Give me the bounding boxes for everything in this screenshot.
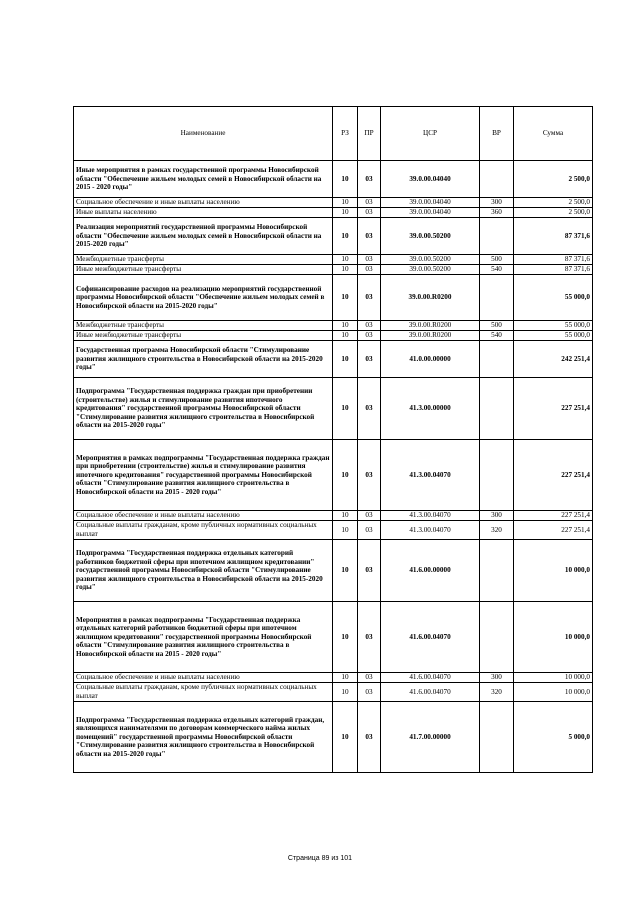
cell-vr: 540 <box>480 331 514 341</box>
cell-vr: 320 <box>480 521 514 540</box>
cell-pr: 03 <box>358 321 381 331</box>
cell-csr: 39.0.00.04040 <box>381 161 480 198</box>
cell-vr: 300 <box>480 198 514 208</box>
header-rz: РЗ <box>333 107 358 161</box>
cell-sum: 5 000,0 <box>514 702 593 773</box>
cell-rz: 10 <box>333 265 358 275</box>
cell-vr: 320 <box>480 683 514 702</box>
table-row <box>74 208 593 218</box>
cell-sum: 87 371,6 <box>514 255 593 265</box>
cell-pr: 03 <box>358 702 381 773</box>
cell-name: Социальное обеспечение и иные выплаты населению <box>74 511 333 521</box>
table-body <box>74 161 593 773</box>
cell-vr: 300 <box>480 673 514 683</box>
cell-sum: 2 500,0 <box>514 208 593 218</box>
cell-rz: 10 <box>333 275 358 321</box>
cell-pr: 03 <box>358 440 381 511</box>
cell-vr: 360 <box>480 208 514 218</box>
cell-rz: 10 <box>333 161 358 198</box>
cell-name: Реализация мероприятий государственной программы Новосибирской области "Обеспечение жильем молодых семей в Новосибирской области на 2015-2020 годы" <box>74 218 333 255</box>
cell-pr: 03 <box>358 683 381 702</box>
table-row <box>74 511 593 521</box>
cell-sum: 87 371,6 <box>514 218 593 255</box>
cell-pr: 03 <box>358 255 381 265</box>
cell-vr <box>480 218 514 255</box>
cell-rz: 10 <box>333 198 358 208</box>
cell-name: Иные межбюджетные трансферты <box>74 331 333 341</box>
cell-name: Социальные выплаты гражданам, кроме публичных нормативных социальных выплат <box>74 521 333 540</box>
cell-vr: 300 <box>480 511 514 521</box>
cell-vr: 500 <box>480 321 514 331</box>
cell-pr: 03 <box>358 265 381 275</box>
cell-pr: 03 <box>358 275 381 321</box>
cell-pr: 03 <box>358 511 381 521</box>
cell-csr: 39.0.00.50200 <box>381 218 480 255</box>
budget-table <box>73 106 593 773</box>
cell-csr: 41.6.00.00000 <box>381 540 480 602</box>
cell-rz: 10 <box>333 683 358 702</box>
cell-rz: 10 <box>333 602 358 673</box>
cell-csr: 41.3.00.04070 <box>381 440 480 511</box>
cell-csr: 39.0.00.R0200 <box>381 275 480 321</box>
cell-csr: 39.0.00.R0200 <box>381 331 480 341</box>
cell-sum: 2 500,0 <box>514 198 593 208</box>
cell-name: Межбюджетные трансферты <box>74 321 333 331</box>
cell-pr: 03 <box>358 540 381 602</box>
header-row <box>74 107 593 161</box>
cell-vr <box>480 378 514 440</box>
table-row <box>74 683 593 702</box>
table-row <box>74 440 593 511</box>
cell-rz: 10 <box>333 321 358 331</box>
cell-name: Иные мероприятия в рамках государственной программы Новосибирской области "Обеспечение жильем молодых семей в Новосибирской области на 2015 - 2020 годы" <box>74 161 333 198</box>
cell-name: Иные межбюджетные трансферты <box>74 265 333 275</box>
cell-rz: 10 <box>333 378 358 440</box>
cell-sum: 10 000,0 <box>514 683 593 702</box>
cell-rz: 10 <box>333 521 358 540</box>
table-row <box>74 540 593 602</box>
cell-name: Иные выплаты населению <box>74 208 333 218</box>
cell-name: Социальное обеспечение и иные выплаты населению <box>74 673 333 683</box>
cell-sum: 55 000,0 <box>514 331 593 341</box>
cell-csr: 41.3.00.04070 <box>381 511 480 521</box>
cell-rz: 10 <box>333 673 358 683</box>
cell-sum: 227 251,4 <box>514 378 593 440</box>
cell-pr: 03 <box>358 161 381 198</box>
cell-pr: 03 <box>358 331 381 341</box>
cell-sum: 227 251,4 <box>514 521 593 540</box>
cell-sum: 10 000,0 <box>514 673 593 683</box>
cell-csr: 41.6.00.04070 <box>381 673 480 683</box>
cell-rz: 10 <box>333 440 358 511</box>
cell-rz: 10 <box>333 540 358 602</box>
cell-csr: 41.3.00.04070 <box>381 521 480 540</box>
cell-csr: 39.0.00.04040 <box>381 208 480 218</box>
header-name: Наименование <box>74 107 333 161</box>
cell-name: Межбюджетные трансферты <box>74 255 333 265</box>
cell-name: Государственная программа Новосибирской области "Стимулирование развития жилищного строительства в Новосибирской области на 2015-2020 годы" <box>74 341 333 378</box>
cell-name: Социальные выплаты гражданам, кроме публичных нормативных социальных выплат <box>74 683 333 702</box>
cell-vr <box>480 702 514 773</box>
cell-vr <box>480 602 514 673</box>
cell-name: Социальное обеспечение и иные выплаты населению <box>74 198 333 208</box>
table-row <box>74 255 593 265</box>
cell-name: Мероприятия в рамках подпрограммы "Государственная поддержка отдельных категорий работников бюджетной сферы при ипотечном жилищном кредитовании" государственной программы Новосибирской области "Стимулирование развития жилищного строительства в Новосибирской области на 2015 - 2020 годы" <box>74 602 333 673</box>
cell-rz: 10 <box>333 702 358 773</box>
cell-sum: 10 000,0 <box>514 540 593 602</box>
table-row <box>74 218 593 255</box>
table-row <box>74 275 593 321</box>
cell-csr: 41.3.00.00000 <box>381 378 480 440</box>
cell-pr: 03 <box>358 521 381 540</box>
cell-vr <box>480 440 514 511</box>
cell-csr: 41.6.00.04070 <box>381 602 480 673</box>
cell-csr: 41.6.00.04070 <box>381 683 480 702</box>
page-number: Страница 89 из 101 <box>287 855 353 862</box>
cell-sum: 87 371,6 <box>514 265 593 275</box>
cell-pr: 03 <box>358 198 381 208</box>
cell-rz: 10 <box>333 331 358 341</box>
cell-csr: 39.0.00.R0200 <box>381 321 480 331</box>
cell-vr: 540 <box>480 265 514 275</box>
cell-rz: 10 <box>333 255 358 265</box>
table-row <box>74 198 593 208</box>
cell-rz: 10 <box>333 511 358 521</box>
cell-vr <box>480 161 514 198</box>
table-row <box>74 321 593 331</box>
header-sum: Сумма <box>514 107 593 161</box>
table-row <box>74 602 593 673</box>
cell-sum: 2 500,0 <box>514 161 593 198</box>
cell-vr: 500 <box>480 255 514 265</box>
cell-pr: 03 <box>358 378 381 440</box>
cell-pr: 03 <box>358 341 381 378</box>
cell-csr: 39.0.00.50200 <box>381 255 480 265</box>
cell-name: Подпрограмма "Государственная поддержка граждан при приобретении (строительстве) жилья и стимулирование развития ипотечного кредитования" государственной программы Новосибирской области "Стимулирование развития жилищного строительства в Новосибирской области на 2015-2020 годы" <box>74 378 333 440</box>
header-csr: ЦСР <box>381 107 480 161</box>
table-row <box>74 161 593 198</box>
cell-csr: 39.0.00.04040 <box>381 198 480 208</box>
header-pr: ПР <box>358 107 381 161</box>
cell-sum: 55 000,0 <box>514 275 593 321</box>
cell-name: Софинансирование расходов на реализацию мероприятий государственной программы Новосибирской области "Обеспечение жильем молодых семей в Новосибирской области на 2015-2020 годы" <box>74 275 333 321</box>
cell-pr: 03 <box>358 602 381 673</box>
cell-sum: 227 251,4 <box>514 511 593 521</box>
table-row <box>74 673 593 683</box>
cell-vr <box>480 341 514 378</box>
cell-sum: 55 000,0 <box>514 321 593 331</box>
cell-vr <box>480 540 514 602</box>
table-row <box>74 331 593 341</box>
table-row <box>74 265 593 275</box>
cell-pr: 03 <box>358 673 381 683</box>
cell-rz: 10 <box>333 218 358 255</box>
header-vr: ВР <box>480 107 514 161</box>
cell-name: Мероприятия в рамках подпрограммы "Государственная поддержка граждан при приобретении (строительстве) жилья и стимулирование развития ипотечного кредитования" государственной программы Новосибирской области "Стимулирование развития жилищного строительства в Новосибирской области на 2015 - 2020 годы" <box>74 440 333 511</box>
cell-rz: 10 <box>333 208 358 218</box>
table-row <box>74 521 593 540</box>
cell-sum: 242 251,4 <box>514 341 593 378</box>
cell-sum: 227 251,4 <box>514 440 593 511</box>
cell-csr: 39.0.00.50200 <box>381 265 480 275</box>
cell-pr: 03 <box>358 218 381 255</box>
cell-rz: 10 <box>333 341 358 378</box>
table-row <box>74 378 593 440</box>
cell-name: Подпрограмма "Государственная поддержка отдельных категорий граждан, являющихся нанимателями по договорам коммерческого найма жилых помещений" государственной программы Новосибирской области "Стимулирование развития жилищного строительства в Новосибирской области на 2015-2020 годы" <box>74 702 333 773</box>
cell-csr: 41.0.00.00000 <box>381 341 480 378</box>
cell-vr <box>480 275 514 321</box>
table-row <box>74 702 593 773</box>
cell-pr: 03 <box>358 208 381 218</box>
cell-sum: 10 000,0 <box>514 602 593 673</box>
table-row <box>74 341 593 378</box>
cell-csr: 41.7.00.00000 <box>381 702 480 773</box>
cell-name: Подпрограмма "Государственная поддержка отдельных категорий работников бюджетной сферы при ипотечном жилищном кредитовании" государственной программы Новосибирской области "Стимулирование развития жилищного строительства в Новосибирской области на 2015-2020 годы" <box>74 540 333 602</box>
